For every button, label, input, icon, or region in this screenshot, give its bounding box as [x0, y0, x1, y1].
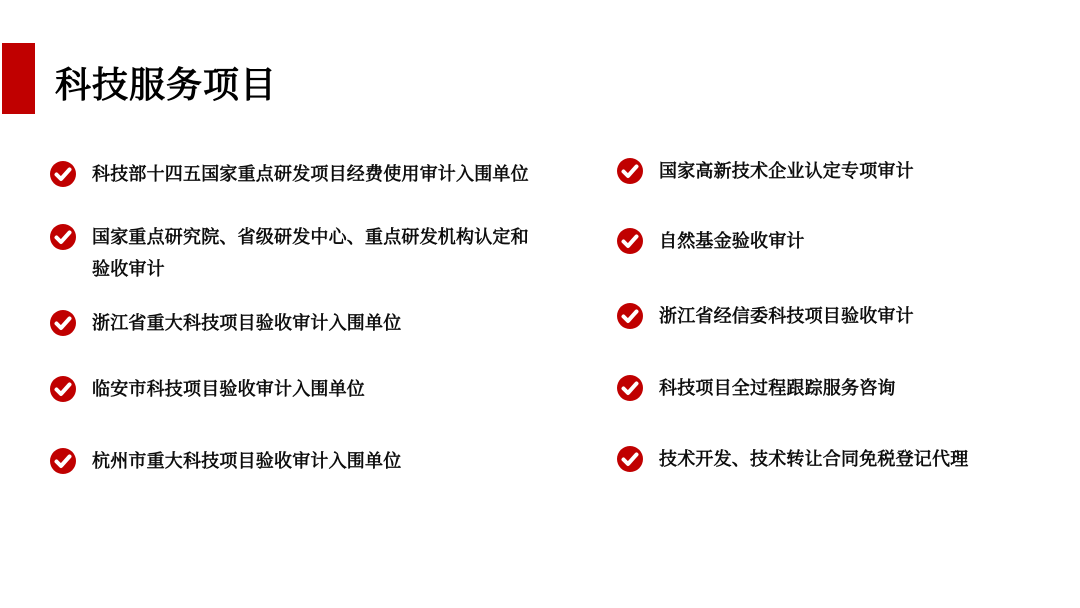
check-icon — [617, 228, 643, 254]
list-item — [50, 373, 365, 405]
list-item — [50, 221, 534, 285]
list-item — [617, 155, 914, 187]
list-item-text: 国家高新技术企业认定专项审计 — [659, 161, 914, 181]
list-item — [50, 307, 401, 339]
list-item-text: 科技项目全过程跟踪服务咨询 — [659, 378, 896, 398]
check-icon — [50, 161, 76, 187]
check-icon — [617, 375, 643, 401]
list-item-text: 科技部十四五国家重点研发项目经费使用审计入围单位 — [92, 164, 529, 184]
list-item — [617, 225, 805, 257]
page-title: 科技服务项目 — [55, 64, 278, 105]
check-icon — [617, 303, 643, 329]
check-icon — [50, 310, 76, 336]
check-icon — [50, 376, 76, 402]
list-item — [617, 443, 968, 475]
accent-square — [2, 43, 35, 114]
check-icon — [617, 446, 643, 472]
list-item-text: 技术开发、技术转让合同免税登记代理 — [659, 449, 969, 469]
list-item-text: 浙江省重大科技项目验收审计入围单位 — [92, 313, 402, 333]
list-item-text: 自然基金验收审计 — [659, 231, 805, 251]
list-item — [50, 158, 529, 190]
list-item — [617, 372, 896, 404]
list-item-text: 杭州市重大科技项目验收审计入围单位 — [92, 451, 402, 471]
check-icon — [617, 158, 643, 184]
list-item-text: 浙江省经信委科技项目验收审计 — [659, 306, 914, 326]
list-item-text: 临安市科技项目验收审计入围单位 — [92, 379, 365, 399]
check-icon — [50, 448, 76, 474]
check-icon — [50, 224, 76, 250]
list-item — [617, 300, 914, 332]
list-item-text: 国家重点研究院、省级研发中心、重点研发机构认定和验收审计 — [92, 227, 529, 279]
list-item — [50, 445, 401, 477]
